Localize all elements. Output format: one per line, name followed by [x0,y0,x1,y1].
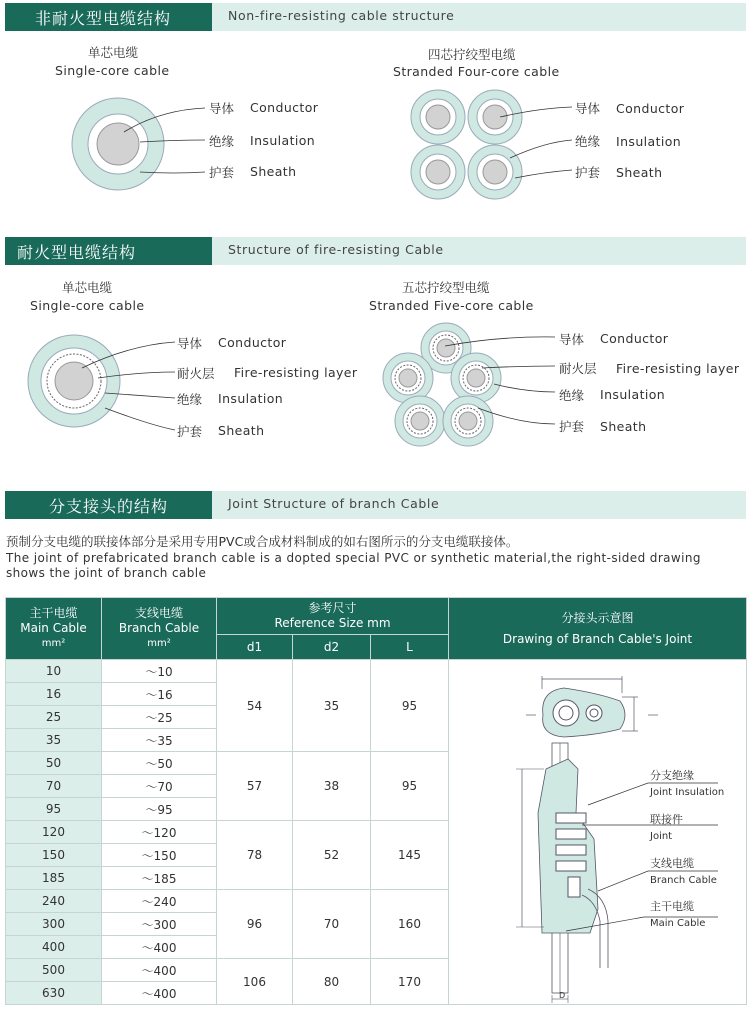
fire-single-caption-en: Single-core cable [30,298,145,313]
cell-branch-size: ～400 [102,982,217,1005]
header-reference-size: 参考尺寸 Reference Size mm [217,598,449,635]
cell-branch-size: ～400 [102,936,217,959]
cell-branch-size: ～70 [102,775,217,798]
cell-d2: 52 [293,821,371,890]
cell-main-size: 16 [6,683,102,706]
section-header-joint [5,491,746,519]
header-d1: d1 [217,635,293,660]
drawing-label-main-cable-en: Main Cable [650,918,706,929]
cell-d2: 38 [293,752,371,821]
section-title-en: Non-fire-resisting cable structure [228,8,455,23]
cell-branch-size: ～10 [102,660,217,683]
cell-d2: 80 [293,959,371,1005]
five-label-sheath-zh: 护套 [559,419,585,434]
label-conductor-zh: 导体 [209,101,235,116]
cell-d1: 96 [217,890,293,959]
cell-branch-size: ～150 [102,844,217,867]
single-core-caption-zh: 单芯电缆 [88,45,139,60]
four-label-conductor-en: Conductor [616,101,685,116]
five-core-ring [467,369,485,387]
cell-branch-size: ～120 [102,821,217,844]
cell-branch-size: ～50 [102,752,217,775]
cell-branch-size: ～16 [102,683,217,706]
cell-branch-size: ～25 [102,706,217,729]
cell-d1: 106 [217,959,293,1005]
cell-main-size: 50 [6,752,102,775]
label-conductor-en: Conductor [250,100,319,115]
four-label-conductor-zh: 导体 [575,101,601,116]
five-label-fire-layer-zh: 耐火层 [559,361,597,376]
cell-main-size: 120 [6,821,102,844]
cell-branch-size: ～95 [102,798,217,821]
five-core-ring [411,412,429,430]
cell-branch-size: ～35 [102,729,217,752]
four-core-caption-en: Stranded Four-core cable [393,64,560,79]
cell-l: 95 [371,660,449,752]
four-label-insulation-en: Insulation [616,134,682,149]
section-title-zh: 耐火型电缆结构 [17,243,137,262]
fire-label-fire-layer-en: Fire-resisting layer [234,365,358,380]
section-title-en: Joint Structure of branch Cable [228,496,440,511]
fire-label-insulation-en: Insulation [218,391,284,406]
cell-d1: 78 [217,821,293,890]
cell-main-size: 630 [6,982,102,1005]
five-label-insulation-zh: 绝缘 [559,388,585,403]
five-label-fire-layer-en: Fire-resisting layer [616,361,740,376]
cell-d2: 70 [293,890,371,959]
cell-l: 170 [371,959,449,1005]
five-core-caption-zh: 五芯拧绞型电缆 [402,280,490,295]
cell-main-size: 150 [6,844,102,867]
cell-main-size: 70 [6,775,102,798]
cell-main-size: 240 [6,890,102,913]
cell-branch-size: ～240 [102,890,217,913]
drawing-label-joint-insulation-zh: 分支绝缘 [650,769,694,782]
drawing-label-joint-en: Joint [650,831,673,842]
four-core-caption-zh: 四芯拧绞型电缆 [428,47,516,62]
five-core-ring [437,339,455,357]
cell-main-size: 500 [6,959,102,982]
cell-main-size: 35 [6,729,102,752]
label-insulation-en: Insulation [250,133,316,148]
fire-label-insulation-zh: 绝缘 [177,392,203,407]
section-title-en: Structure of fire-resisting Cable [228,242,444,257]
branch-joint-drawing [448,663,746,1008]
cell-l: 145 [371,821,449,890]
cell-l: 160 [371,890,449,959]
drawing-label-joint-insulation-en: Joint Insulation [650,787,725,798]
label-insulation-zh: 绝缘 [209,134,235,149]
label-sheath-zh: 护套 [209,165,235,180]
four-label-sheath-en: Sheath [616,165,663,180]
drawing-label-main-cable-zh: 主干电缆 [650,900,694,913]
five-label-insulation-en: Insulation [600,387,666,402]
drawing-label-branch-cable-en: Branch Cable [650,875,717,886]
header-branch-cable: 支线电缆 Branch Cable mm² [102,598,217,660]
header-main-cable: 主干电缆 Main Cable mm² [6,598,102,660]
fire-label-conductor-zh: 导体 [177,336,203,351]
fire-single-caption-zh: 单芯电缆 [62,280,113,295]
joint-intro-zh: 预制分支电缆的联接体部分是采用专用PVC或合成材料制成的如右图所示的分支电缆联接体。 [6,534,519,549]
header-d2: d2 [293,635,371,660]
five-label-conductor-zh: 导体 [559,332,585,347]
cell-d1: 54 [217,660,293,752]
drawing-dimension-d: D [559,991,566,1000]
five-label-sheath-en: Sheath [600,419,647,434]
header-l: L [371,635,449,660]
cell-main-size: 95 [6,798,102,821]
fire-label-conductor-en: Conductor [218,335,287,350]
header-drawing: 分接头示意图 Drawing of Branch Cable's Joint [449,598,747,660]
cell-main-size: 10 [6,660,102,683]
four-label-insulation-zh: 绝缘 [575,134,601,149]
five-label-conductor-en: Conductor [600,331,669,346]
section-title-zh: 分支接头的结构 [49,497,169,516]
label-sheath-en: Sheath [250,164,297,179]
five-core-caption-en: Stranded Five-core cable [369,298,534,313]
drawing-label-branch-cable-zh: 支线电缆 [650,857,694,870]
four-label-sheath-zh: 护套 [575,165,601,180]
cell-main-size: 185 [6,867,102,890]
five-core-ring [399,369,417,387]
fire-label-sheath-zh: 护套 [177,424,203,439]
fire-label-sheath-en: Sheath [218,423,265,438]
cell-branch-size: ～185 [102,867,217,890]
drawing-label-joint-zh: 联接件 [650,813,683,826]
cell-main-size: 400 [6,936,102,959]
joint-intro-en: The joint of prefabricated branch cable is a dopted special PVC or synthetic material,the right-sided drawing shows the joint of branch cable [6,551,701,580]
cell-main-size: 300 [6,913,102,936]
five-core-ring [459,412,477,430]
cell-main-size: 25 [6,706,102,729]
section-title-zh: 非耐火型电缆结构 [35,9,172,28]
fire-label-fire-layer-zh: 耐火层 [177,366,215,381]
cell-l: 95 [371,752,449,821]
single-core-caption-en: Single-core cable [55,63,170,78]
cell-d2: 35 [293,660,371,752]
cell-branch-size: ～300 [102,913,217,936]
cell-branch-size: ～400 [102,959,217,982]
cell-d1: 57 [217,752,293,821]
